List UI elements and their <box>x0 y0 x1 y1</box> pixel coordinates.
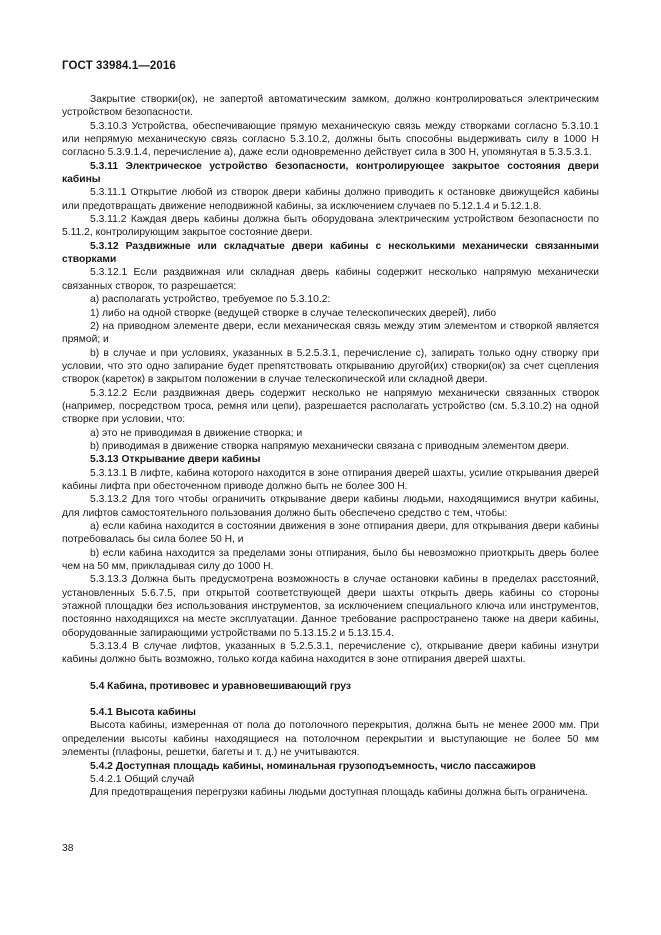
paragraph: Для предотвращения перегрузки кабины людьми доступная площадь кабины должна быть ограничена. <box>90 787 588 799</box>
paragraph: 5.3.13.2 Для того чтобы ограничить открывание двери кабины людьми, находящимися внутри кабины, для лифтов самостоятельного пользования должно быть обеспечено средство с тем, чтобы: <box>62 494 599 519</box>
page-number: 38 <box>62 843 74 854</box>
paragraph: 5.3.13.3 Должна быть предусмотрена возможность в случае остановки кабины в пределах расстояний, установленных 5.6.7.5, при открытой соответствующей двери шахты открыть дверь кабины со стороны этажной площадки без использования инструментов, за исключением специального ключа или инструментов, постоянно находящихся на месте эксплуатации. Данное требование распространено также на двери кабины, оборудованные запирающими устройствами по 5.13.15.2 и 5.13.15.4. <box>62 574 599 639</box>
paragraph: 5.3.13.1 В лифте, кабина которого находится в зоне отпирания дверей шахты, усилие открывания дверей кабины лифта при обесточенном приводе должно быть не более 300 Н. <box>62 467 599 492</box>
list-item: b) в случае и при условиях, указанных в 5.2.5.3.1, перечисление с), запирать только одну створку при условии, что это одно запирание будет препятствовать открыванию другой(их) створки(ок) за счет сцепления створок (кареток) в закрытом положении в случае телескопической или складной двери. <box>62 347 599 386</box>
paragraph: 5.3.12.1 Если раздвижная или складная дверь кабины содержит несколько напрямую механически связанных створок, то разрешается: <box>62 267 599 292</box>
list-item: a) располагать устройство, требуемое по 5.3.10.2: <box>90 294 331 306</box>
list-item: b) если кабина находится за пределами зоны отпирания, было бы невозможно приоткрыть дверь более чем на 50 мм, прикладывая силу до 1000 Н. <box>62 547 599 573</box>
document-body <box>62 93 599 800</box>
list-item: a) если кабина находится в состоянии движения в зоне отпирания двери, для открывания двери кабины потребовалась бы сила более 50 Н, и <box>62 521 599 546</box>
section-heading: 5.4 Кабина, противовес и уравновешивающий груз <box>90 680 351 692</box>
list-item: 1) либо на одной створке (ведущей створке в случае телескопических дверей), либо <box>90 307 497 319</box>
section-heading: 5.4.1 Высота кабины <box>90 707 196 719</box>
paragraph: 5.3.11.1 Открытие любой из створок двери кабины должно приводить к остановке движущейся кабины или предотвращать движение неподвижной кабины, за исключением случаев по 5.12.1.4 и 5.12.1.8. <box>62 187 599 212</box>
list-item: a) это не приводимая в движение створка; и <box>90 427 303 439</box>
section-heading: 5.3.11 Электрическое устройство безопасности, контролирующее закрытое состояния двери кабины <box>62 160 599 186</box>
paragraph: Высота кабины, измеренная от пола до потолочного перекрытия, должна быть не менее 2000 мм. При определении высоты кабины находящиеся на потолочном перекрытии и выступающие не более 50 мм элементы (плафоны, решетки, багеты и т. д.) не учитываются. <box>62 720 599 759</box>
paragraph: 5.3.11.2 Каждая дверь кабины должна быть оборудована электрическим устройством безопасности по 5.11.2, контролирующим закрытое состояние двери. <box>62 214 599 239</box>
list-item: 2) на приводном элементе двери, если механическая связь между этим элементом и створкой является прямой; и <box>62 320 599 346</box>
paragraph: Закрытие створки(ок), не запертой автоматическим замком, должно контролироваться электрическим устройством безопасности. <box>62 94 599 119</box>
document-header: ГОСТ 33984.1—2016 <box>62 60 176 72</box>
section-heading: 5.3.13 Открывание двери кабины <box>90 454 261 466</box>
paragraph: 5.3.12.2 Если раздвижная дверь содержит несколько не напрямую механически связанных створок (например, посредством троса, ремня или цепи), разрешается располагать устройство (см. 5.3.10.2) на одной створке при условии, что: <box>62 387 599 426</box>
paragraph: 5.4.2.1 Общий случай <box>90 773 195 785</box>
paragraph: 5.3.13.4 В случае лифтов, указанных в 5.2.5.3.1, перечисление с), открывание двери кабины изнутри кабины должно быть возможно, только когда кабина находится в зоне отпирания дверей шахты. <box>62 641 599 666</box>
section-heading: 5.3.12 Раздвижные или складчатые двери кабины с несколькими механически связанными створками <box>62 240 599 266</box>
section-heading: 5.4.2 Доступная площадь кабины, номинальная грузоподъемность, число пассажиров <box>90 760 536 772</box>
list-item: b) приводимая в движение створка напрямую механически связана с приводным элементом двери. <box>90 440 570 452</box>
paragraph: 5.3.10.3 Устройства, обеспечивающие прямую механическую связь между створками согласно 5.3.10.1 или непрямую механическую связь согласно 5.3.10.2, должны быть способны выдерживать силу в 1000 Н согласно 5.3.9.1.4, перечисление a), даже если одновременно действует сила в 300 Н, упомянутая в 5.3.5.3.1. <box>62 120 599 159</box>
